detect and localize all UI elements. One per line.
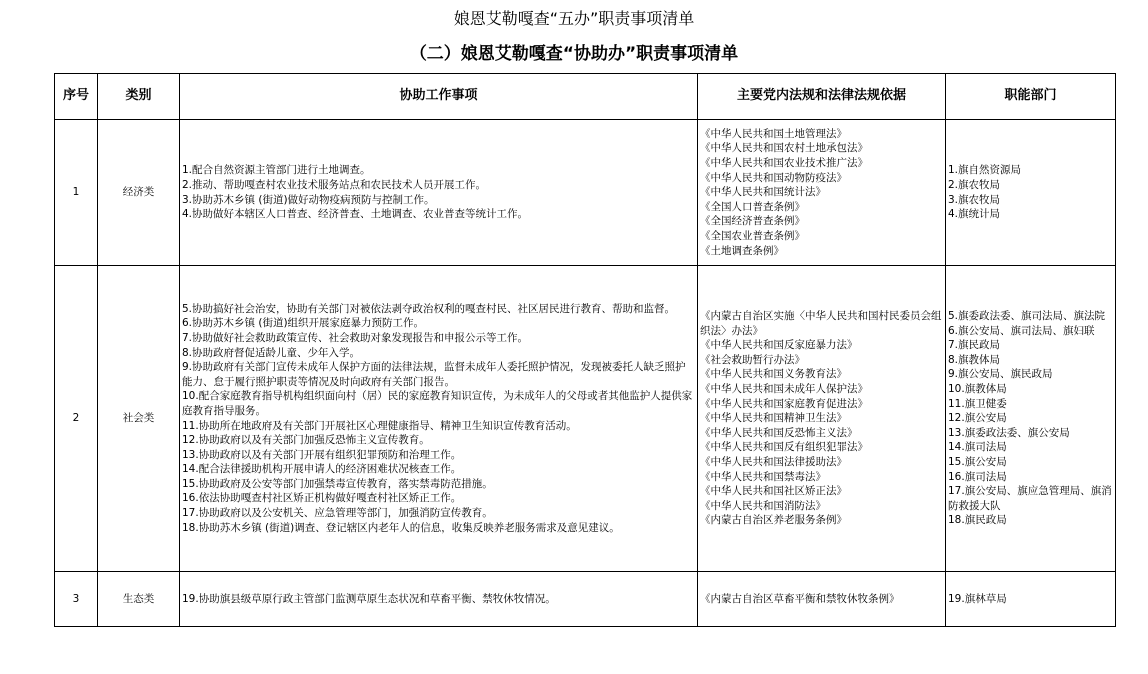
- law-item: 《中华人民共和国消防法》: [700, 499, 826, 512]
- department-item: 19.旗林草局: [948, 592, 1007, 605]
- header-laws: 主要党内法规和法律法规依据: [698, 74, 946, 120]
- law-item: 《内蒙古自治区养老服务条例》: [700, 514, 847, 527]
- header-tasks: 协助工作事项: [180, 74, 698, 120]
- law-item: 《中华人民共和国反家庭暴力法》: [700, 339, 858, 352]
- task-item: 8.协助政府督促适龄儿童、少年入学。: [182, 346, 361, 359]
- department-item: 12.旗公安局: [948, 412, 1007, 425]
- task-item: 6.协助苏木乡镇 (街道)组织开展家庭暴力预防工作。: [182, 317, 425, 330]
- department-item: 16.旗司法局: [948, 470, 1007, 483]
- table-title: （二）娘恩艾勒嘎查“协助办”职责事项清单: [409, 44, 739, 64]
- law-item: 《社会救助暂行办法》: [700, 353, 805, 366]
- row-category: 社会类: [98, 266, 180, 572]
- law-item: 《全国农业普查条例》: [700, 229, 805, 242]
- row-seq: 3: [55, 572, 98, 627]
- law-item: 《中华人民共和国禁毒法》: [700, 470, 826, 483]
- law-item: 《中华人民共和国精神卫生法》: [700, 412, 847, 425]
- law-item: 《全国人口普查条例》: [700, 200, 805, 213]
- department-item: 11.旗卫健委: [948, 397, 1007, 410]
- task-item: 17.协助政府以及公安机关、应急管理等部门，加强消防宣传教育。: [182, 507, 493, 520]
- department-item: 17.旗公安局、旗应急管理局、旗消防救援大队: [948, 485, 1112, 512]
- table-row: [55, 572, 1116, 627]
- row-laws: [698, 120, 946, 266]
- task-item: 9.协助政府有关部门宣传未成年人保护方面的法律法规，监督未成年人委托照护情况，发现被委托人缺乏照护能力、怠于履行照护职责等情况及时向政府有关部门报告。: [182, 361, 686, 388]
- row-seq: 2: [55, 266, 98, 572]
- row-seq: 1: [55, 120, 98, 266]
- law-item: 《全国经济普查条例》: [700, 215, 805, 228]
- header-seq: 序号: [55, 74, 98, 120]
- law-item: 《中华人民共和国家庭教育促进法》: [700, 397, 868, 410]
- department-item: 5.旗委政法委、旗司法局、旗法院: [948, 310, 1106, 323]
- department-item: 13.旗委政法委、旗公安局: [948, 426, 1070, 439]
- task-item: 15.协助政府及公安等部门加强禁毒宣传教育，落实禁毒防范措施。: [182, 477, 493, 490]
- department-item: 8.旗教体局: [948, 353, 1001, 366]
- task-item: 2.推动、帮助嘎查村农业技术服务站点和农民技术人员开展工作。: [182, 178, 487, 191]
- table-row: [55, 120, 1116, 266]
- law-item: 《中华人民共和国义务教育法》: [700, 368, 847, 381]
- task-item: 5.协助搞好社会治安，协助有关部门对被依法剥夺政治权利的嘎查村民、社区居民进行教育、帮助和监督。: [182, 302, 676, 315]
- law-item: 《中华人民共和国反恐怖主义法》: [700, 426, 858, 439]
- task-item: 12.协助政府以及有关部门加强反恐怖主义宣传教育。: [182, 434, 430, 447]
- law-item: 《中华人民共和国农业技术推广法》: [700, 157, 868, 170]
- department-item: 7.旗民政局: [948, 339, 1001, 352]
- duty-table: [54, 73, 1116, 627]
- law-item: 《中华人民共和国社区矫正法》: [700, 485, 847, 498]
- task-item: 13.协助政府以及有关部门开展有组织犯罪预防和治理工作。: [182, 448, 462, 461]
- law-item: 《中华人民共和国反有组织犯罪法》: [700, 441, 868, 454]
- header-category: 类别: [98, 74, 180, 120]
- document-title: 娘恩艾勒嘎查“五办”职责事项清单: [453, 9, 695, 28]
- task-item: 19.协助旗县级草原行政主管部门监测草原生态状况和草畜平衡、禁牧休牧情况。: [182, 592, 556, 605]
- row-category: 生态类: [98, 572, 180, 627]
- department-item: 15.旗公安局: [948, 455, 1007, 468]
- row-laws: [698, 572, 946, 627]
- law-item: 《中华人民共和国农村土地承包法》: [700, 142, 868, 155]
- department-item: 1.旗自然资源局: [948, 164, 1022, 177]
- department-item: 18.旗民政局: [948, 514, 1007, 527]
- row-tasks: [180, 572, 698, 627]
- task-item: 18.协助苏木乡镇 (街道)调查、登记辖区内老年人的信息，收集反映养老服务需求及意见建议。: [182, 521, 620, 534]
- law-item: 《中华人民共和国土地管理法》: [700, 127, 847, 140]
- department-item: 9.旗公安局、旗民政局: [948, 368, 1053, 381]
- task-item: 11.协助所在地政府及有关部门开展社区心理健康指导、精神卫生知识宣传教育活动。: [182, 419, 577, 432]
- task-item: 3.协助苏木乡镇 (街道)做好动物疫病预防与控制工作。: [182, 193, 435, 206]
- header-departments: 职能部门: [946, 74, 1116, 120]
- task-item: 7.协助做好社会救助政策宣传、社会救助对象发现报告和申报公示等工作。: [182, 331, 529, 344]
- row-tasks: [180, 266, 698, 572]
- table-row: [55, 266, 1116, 572]
- row-tasks: [180, 120, 698, 266]
- task-item: 14.配合法律援助机构开展申请人的经济困难状况核查工作。: [182, 463, 462, 476]
- row-departments: [946, 572, 1116, 627]
- row-departments: [946, 266, 1116, 572]
- department-item: 2.旗农牧局: [948, 178, 1001, 191]
- table-header-row: [55, 74, 1116, 120]
- row-departments: [946, 120, 1116, 266]
- task-item: 10.配合家庭教育指导机构组织面向村（居）民的家庭教育知识宣传，为未成年人的父母或者其他监护人提供家庭教育指导服务。: [182, 390, 693, 417]
- row-category: 经济类: [98, 120, 180, 266]
- law-item: 《中华人民共和国动物防疫法》: [700, 171, 847, 184]
- law-item: 《内蒙古自治区实施〈中华人民共和国村民委员会组织法〉办法》: [700, 310, 942, 337]
- law-item: 《中华人民共和国法律援助法》: [700, 455, 847, 468]
- department-item: 4.旗统计局: [948, 208, 1001, 221]
- task-item: 16.依法协助嘎查村社区矫正机构做好嘎查村社区矫正工作。: [182, 492, 462, 505]
- department-item: 10.旗教体局: [948, 383, 1007, 396]
- task-item: 1.配合自然资源主管部门进行土地调查。: [182, 164, 371, 177]
- task-item: 4.协助做好本辖区人口普查、经济普查、土地调查、农业普查等统计工作。: [182, 208, 529, 221]
- department-item: 6.旗公安局、旗司法局、旗妇联: [948, 324, 1095, 337]
- department-item: 3.旗农牧局: [948, 193, 1001, 206]
- department-item: 14.旗司法局: [948, 441, 1007, 454]
- law-item: 《土地调查条例》: [700, 244, 784, 257]
- row-laws: [698, 266, 946, 572]
- law-item: 《内蒙古自治区草畜平衡和禁牧休牧条例》: [700, 592, 900, 605]
- law-item: 《中华人民共和国统计法》: [700, 186, 826, 199]
- law-item: 《中华人民共和国未成年人保护法》: [700, 383, 868, 396]
